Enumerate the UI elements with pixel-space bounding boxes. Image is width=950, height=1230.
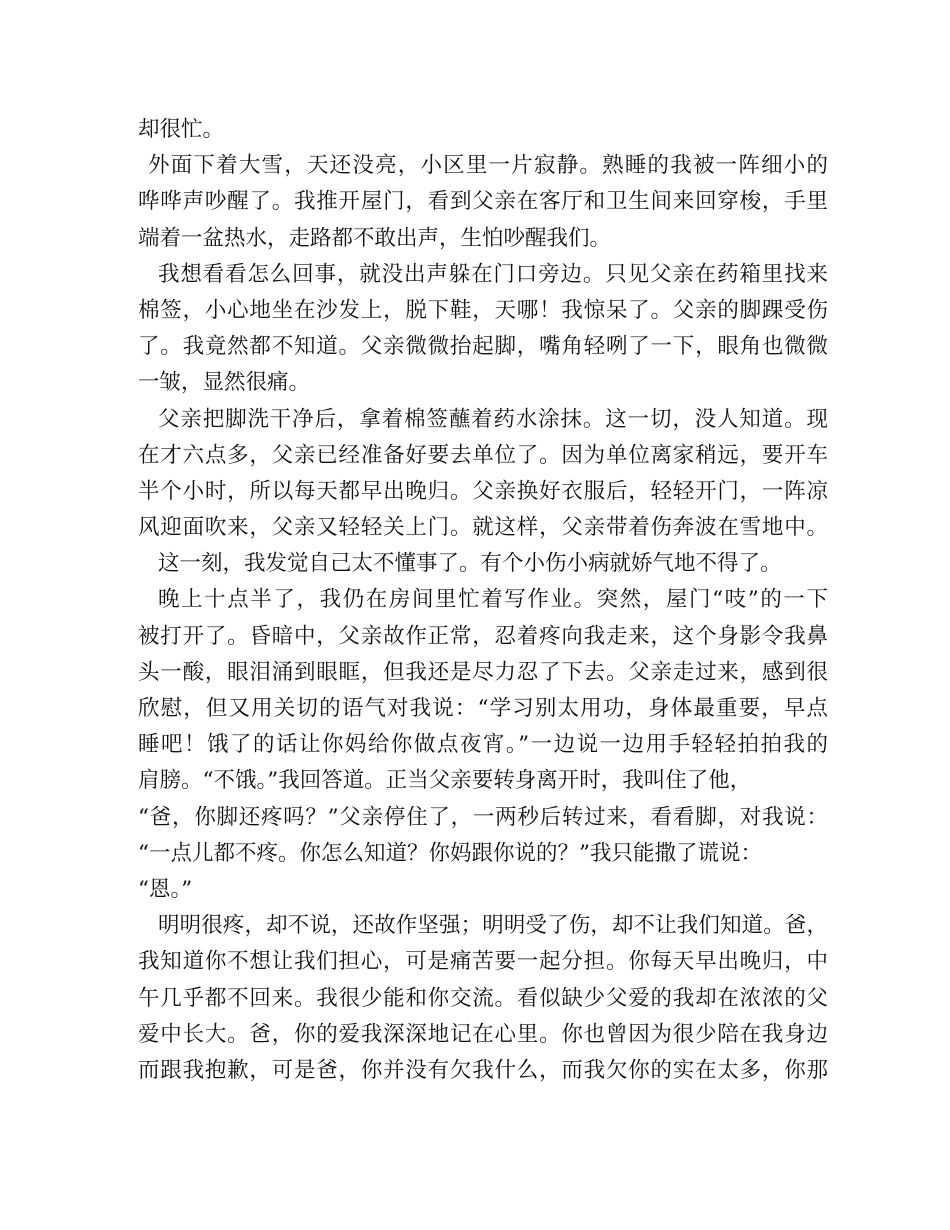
- text-line: 了。我竟然都不知道。父亲微微抬起脚，嘴角轻咧了一下，眼角也微微: [138, 334, 828, 360]
- text-line: 欣慰，但又用关切的语气对我说：“学习别太用功，身体最重要，早点: [138, 696, 828, 721]
- text-line: “一点儿都不疼。你怎么知道？你妈跟你说的？”我只能撒了谎说：: [138, 840, 762, 866]
- text-line: 被打开了。昏暗中，父亲故作正常，忍着疼向我走来，这个身影令我鼻: [138, 623, 828, 649]
- text-line: 哗哗声吵醒了。我推开屋门，看到父亲在客厅和卫生间来回穿梭，手里: [138, 189, 828, 215]
- essay-body: [138, 112, 828, 1089]
- text-line: “爸，你脚还疼吗？”父亲停住了，一两秒后转过来，看看脚，对我说：: [138, 804, 828, 830]
- text-line: 棉签，小心地坐在沙发上，脱下鞋，天哪！我惊呆了。父亲的脚踝受伤: [138, 297, 828, 323]
- text-line: 肩膀。“不饿。”我回答道。正当父亲要转身离开时，我叫住了他，: [138, 768, 752, 794]
- text-line: 我知道你不想让我们担心，可是痛苦要一起分担。你每天早出晚归，中: [138, 949, 828, 975]
- text-line: “恩。”: [138, 876, 193, 902]
- text-line: 头一酸，眼泪涌到眼眶，但我还是尽力忍了下去。父亲走过来，感到很: [138, 659, 828, 685]
- text-line: 一皱，显然很痛。: [138, 370, 311, 396]
- text-line: 却很忙。: [138, 117, 225, 142]
- text-line: 这一刻，我发觉自己太不懂事了。有个小伤小病就娇气地不得了。: [158, 551, 782, 577]
- text-line: 午几乎都不回来。我很少能和你交流。看似缺少父爱的我却在浓浓的父: [138, 985, 828, 1011]
- text-line: 晚上十点半了，我仍在房间里忙着写作业。突然，屋门“吱”的一下: [158, 587, 828, 613]
- text-line: 外面下着大雪，天还没亮，小区里一片寂静。熟睡的我被一阵细小的: [148, 153, 828, 179]
- text-line: 风迎面吹来，父亲又轻轻关上门。就这样，父亲带着伤奔波在雪地中。: [138, 515, 828, 541]
- text-line: 明明很疼，却不说，还故作坚强；明明受了伤，却不让我们知道。爸，: [158, 913, 828, 939]
- text-line: 而跟我抱歉，可是爸，你并没有欠我什么，而我欠你的实在太多，你那: [138, 1057, 828, 1083]
- text-line: 父亲把脚洗干净后，拿着棉签蘸着药水涂抹。这一切，没人知道。现: [158, 406, 828, 432]
- text-line: 我想看看怎么回事，就没出声躲在门口旁边。只见父亲在药箱里找来: [158, 261, 828, 287]
- text-line: 在才六点多，父亲已经准备好要去单位了。因为单位离家稍远，要开车: [138, 442, 828, 468]
- text-line: 端着一盆热水，走路都不敢出声，生怕吵醒我们。: [138, 225, 612, 251]
- text-line: 爱中长大。爸，你的爱我深深地记在心里。你也曾因为很少陪在我身边: [138, 1021, 828, 1047]
- text-line: 睡吧！饿了的话让你妈给你做点夜宵。”一边说一边用手轻轻拍拍我的: [138, 732, 828, 758]
- text-line: 半个小时，所以每天都早出晚归。父亲换好衣服后，轻轻开门，一阵凉: [138, 478, 828, 504]
